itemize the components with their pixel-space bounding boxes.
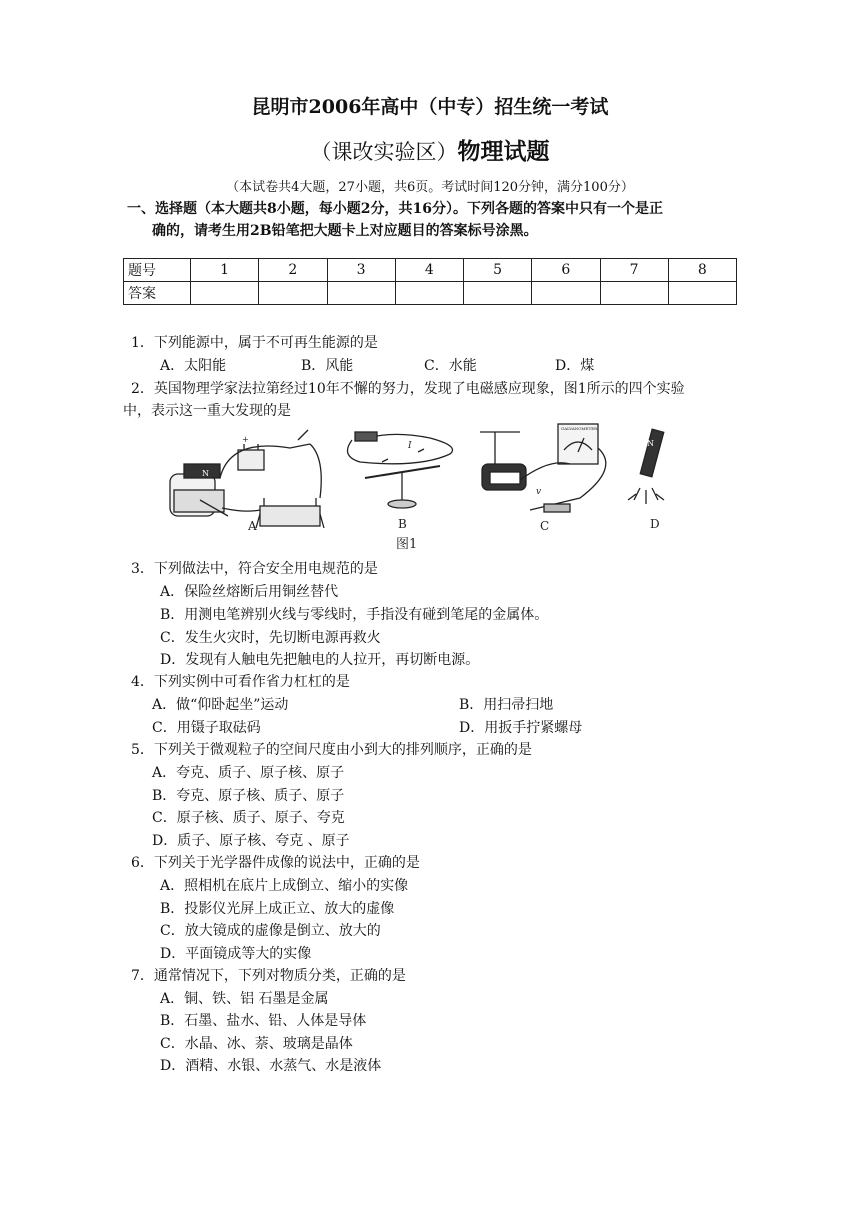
subtitle-main: 物理试题	[457, 138, 550, 165]
q1-option-b: B．风能	[301, 358, 354, 374]
q7-option-c: C．水晶、冰、萘、玻璃是晶体	[160, 1036, 353, 1052]
q5-option-d: D．质子、原子核、夸克 、原子	[152, 833, 350, 849]
plus-sign: +	[242, 435, 249, 444]
figure1-apparatus-c	[480, 424, 606, 512]
q6-option-b: B．投影仪光屏上成正立、放大的虚像	[160, 901, 395, 917]
q5-option-b: B．夸克、原子核、质子、原子	[152, 788, 345, 804]
answer-cell[interactable]	[327, 282, 395, 305]
q3-stem: 3．下列做法中，符合安全用电规范的是	[131, 561, 378, 577]
answer-cell[interactable]	[532, 282, 600, 305]
answer-cell[interactable]	[191, 282, 259, 305]
galvanometer-label: GALVANOMETER	[561, 426, 598, 431]
magnet-letter-d: N	[647, 439, 654, 448]
table-number-cell: 3	[327, 259, 395, 282]
answer-cell[interactable]	[395, 282, 463, 305]
table-number-cell: 5	[464, 259, 532, 282]
figure-1	[160, 418, 680, 556]
q3-option-d: D．发现有人触电先把触电的人拉开，再切断电源。	[160, 652, 480, 668]
table-header-number: 题号	[124, 259, 191, 282]
answer-cell[interactable]	[464, 282, 532, 305]
q6-stem: 6．下列关于光学器件成像的说法中，正确的是	[131, 855, 420, 871]
table-number-cell: 8	[668, 259, 736, 282]
q7-option-b: B．石墨、盐水、铅、人体是导体	[160, 1013, 367, 1029]
section1-instruction: 确的，请考生用2B铅笔把大题卡上对应题目的答案标号涂黑。	[152, 223, 538, 239]
q7-option-d: D．酒精、水银、水蒸气、水是液体	[160, 1058, 382, 1074]
q6-option-a: A．照相机在底片上成倒立、缩小的实像	[160, 878, 409, 894]
table-header-answer: 答案	[124, 282, 191, 305]
q6-option-c: C．放大镜成的虚像是倒立、放大的	[160, 923, 381, 939]
figure1-label-d: D	[650, 517, 660, 531]
q3-option-b: B．用测电笔辨别火线与零线时，手指没有碰到笔尾的金属体。	[160, 607, 549, 623]
answer-table	[123, 258, 737, 305]
figure1-caption: 图1	[396, 537, 418, 552]
answer-cell[interactable]	[600, 282, 668, 305]
q4-option-c: C．用镊子取砝码	[152, 720, 261, 736]
table-number-cell: 1	[191, 259, 259, 282]
q7-option-a: A．铜、铁、铝 石墨是金属	[160, 991, 329, 1007]
q2-stem-line2: 中，表示这一重大发现的是	[123, 403, 291, 419]
velocity-label: v	[536, 487, 542, 497]
q5-option-c: C．原子核、质子、原子、夸克	[152, 810, 345, 826]
exam-info: （本试卷共4大题，27小题，共6页。考试时间120分钟，满分100分）	[226, 180, 634, 195]
table-number-cell: 4	[395, 259, 463, 282]
q7-stem: 7．通常情况下，下列对物质分类，正确的是	[131, 968, 406, 984]
exam-title: 昆明市2006年高中（中专）招生统一考试	[251, 96, 609, 118]
q3-option-c: C．发生火灾时，先切断电源再救火	[160, 630, 381, 646]
table-number-cell: 7	[600, 259, 668, 282]
q5-stem: 5．下列关于微观粒子的空间尺度由小到大的排列顺序，正确的是	[131, 742, 532, 758]
table-number-cell: 6	[532, 259, 600, 282]
figure1-label-b: B	[398, 517, 407, 531]
q6-option-d: D．平面镜成等大的实像	[160, 946, 312, 962]
magnet-letter-a: N	[202, 469, 209, 478]
answer-cell[interactable]	[259, 282, 327, 305]
section1-heading: 一、选择题（本大题共8小题，每小题2分，共16分）。下列各题的答案中只有一个是正	[127, 201, 663, 217]
exam-subtitle	[0, 133, 860, 166]
figure1-apparatus-d	[628, 429, 664, 504]
table-number-cell: 2	[259, 259, 327, 282]
answer-cell[interactable]	[668, 282, 736, 305]
q4-option-a: A．做“仰卧起坐”运动	[152, 697, 289, 713]
subtitle-prefix: （课改实验区）	[310, 140, 458, 164]
figure1-label-c: C	[540, 519, 550, 533]
figure1-label-a: A	[248, 519, 257, 533]
q5-option-a: A．夸克、质子、原子核、原子	[152, 765, 345, 781]
q4-stem: 4．下列实例中可看作省力杠杠的是	[131, 674, 350, 690]
q4-option-d: D．用扳手拧紧螺母	[459, 720, 583, 736]
q2-stem-line1: 2．英国物理学家法拉第经过10年不懈的努力，发现了电磁感应现象，图1所示的四个实验	[131, 381, 685, 397]
q1-option-c: C．水能	[424, 358, 477, 374]
figure1-apparatus-a	[170, 430, 324, 528]
q1-option-d: D．煤	[555, 358, 595, 374]
answer-table-row-numbers	[124, 259, 737, 282]
current-label: I	[408, 441, 412, 451]
q1-stem: 1．下列能源中，属于不可再生能源的是	[131, 335, 378, 351]
figure1-apparatus-b	[348, 432, 453, 508]
q4-option-b: B．用扫帚扫地	[459, 697, 554, 713]
q1-option-a: A．太阳能	[160, 358, 227, 374]
q3-option-a: A．保险丝熔断后用铜丝替代	[160, 584, 339, 600]
answer-table-row-answers	[124, 282, 737, 305]
